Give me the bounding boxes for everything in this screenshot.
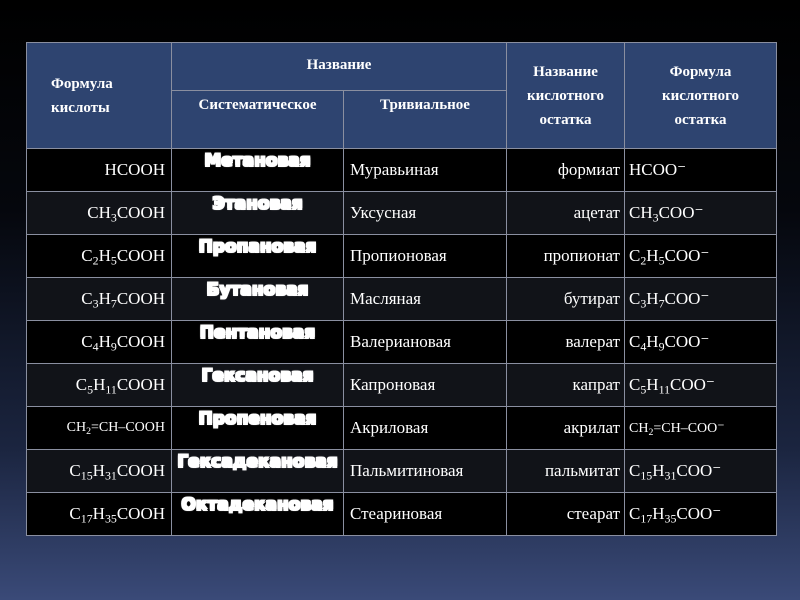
- acid-formula: [27, 364, 172, 407]
- formula-subscript: 4: [640, 339, 647, 354]
- header-formula: [27, 43, 172, 149]
- formula-subscript: 3: [92, 296, 99, 311]
- table-row: [27, 278, 777, 321]
- formula-part: CH: [629, 420, 649, 436]
- formula-part: COOH: [116, 461, 165, 480]
- formula-part: COO⁻: [664, 332, 710, 351]
- formula-subscript: 35: [664, 511, 677, 526]
- formula-subscript: 7: [658, 296, 665, 311]
- systematic-name: Октадекановая: [172, 493, 344, 536]
- formula-part: H: [652, 461, 665, 480]
- table-row: [27, 149, 777, 192]
- formula-part: COOH: [116, 289, 165, 308]
- header-residue-name-line-3: остатка: [539, 111, 592, 128]
- systematic-name: Пентановая: [172, 321, 344, 364]
- residue-formula: [625, 407, 777, 450]
- header-residue-name-line-2: кислотного: [526, 87, 605, 104]
- residue-formula: [625, 278, 777, 321]
- formula-subscript: 2: [86, 425, 91, 437]
- residue-formula: [625, 364, 777, 407]
- formula-part: =CH–COOH: [90, 420, 165, 435]
- trivial-name: Пальмитиновая: [344, 450, 507, 493]
- table-row: [27, 192, 777, 235]
- formula-part: C: [629, 504, 641, 523]
- residue-formula: [625, 149, 777, 192]
- formula-part: COO⁻: [658, 203, 704, 222]
- formula-subscript: 7: [110, 296, 117, 311]
- residue-name: акрилат: [507, 407, 625, 450]
- formula-part: C: [81, 332, 93, 351]
- formula-subscript: 9: [658, 339, 665, 354]
- formula-subscript: 31: [104, 468, 117, 483]
- formula-part: H: [98, 332, 111, 351]
- formula-part: C: [629, 289, 641, 308]
- formula-subscript: 5: [658, 253, 665, 268]
- formula-subscript: 31: [664, 468, 677, 483]
- formula-part: COOH: [116, 203, 165, 222]
- formula-subscript: 15: [640, 468, 653, 483]
- formula-subscript: 3: [110, 210, 117, 225]
- formula-part: COO⁻: [676, 461, 722, 480]
- systematic-name: Этановая: [172, 192, 344, 235]
- formula-part: COOH: [116, 375, 165, 394]
- trivial-name: Акриловая: [344, 407, 507, 450]
- trivial-name: Масляная: [344, 278, 507, 321]
- systematic-name: Пропеновая: [172, 407, 344, 450]
- formula-subscript: 5: [110, 253, 117, 268]
- formula-part: H: [92, 461, 105, 480]
- residue-formula: [625, 235, 777, 278]
- header-formula-line-1: Формула: [51, 75, 113, 92]
- table-row: [27, 235, 777, 278]
- residue-name: капрат: [507, 364, 625, 407]
- table-row: [27, 321, 777, 364]
- formula-part: HCOO⁻: [629, 160, 687, 179]
- formula-subscript: 35: [104, 511, 117, 526]
- formula-subscript: 15: [80, 468, 93, 483]
- formula-part: H: [646, 375, 659, 394]
- acid-formula: [27, 235, 172, 278]
- formula-part: H: [646, 246, 659, 265]
- formula-part: COOH: [116, 246, 165, 265]
- formula-subscript: 5: [640, 382, 647, 397]
- formula-subscript: 9: [110, 339, 117, 354]
- acid-formula: [27, 407, 172, 450]
- table-body: [27, 149, 777, 536]
- residue-name: валерат: [507, 321, 625, 364]
- trivial-name: Стеариновая: [344, 493, 507, 536]
- acid-formula: [27, 493, 172, 536]
- acid-formula: [27, 321, 172, 364]
- formula-part: =CH–COO⁻: [653, 420, 725, 436]
- formula-part: COO⁻: [664, 289, 710, 308]
- formula-part: H: [652, 504, 665, 523]
- header-systematic: Систематическое: [172, 91, 344, 149]
- table-row: [27, 450, 777, 493]
- systematic-name: Пропановая: [172, 235, 344, 278]
- systematic-name: Гексадекановая: [172, 450, 344, 493]
- residue-name: формиат: [507, 149, 625, 192]
- acids-table: [26, 42, 777, 536]
- formula-part: C: [75, 375, 88, 394]
- formula-part: COO⁻: [664, 246, 710, 265]
- header-trivial: Тривиальное: [344, 91, 507, 149]
- acid-formula: [27, 192, 172, 235]
- formula-subscript: 11: [105, 382, 117, 397]
- header-residue-formula-line-2: кислотного: [661, 87, 740, 104]
- formula-part: C: [69, 504, 81, 523]
- formula-part: H: [646, 332, 659, 351]
- formula-part: C: [629, 246, 641, 265]
- residue-name: пропионат: [507, 235, 625, 278]
- residue-name: ацетат: [507, 192, 625, 235]
- formula-subscript: 17: [640, 511, 653, 526]
- systematic-name: Гексановая: [172, 364, 344, 407]
- formula-subscript: 2: [640, 253, 647, 268]
- formula-subscript: 2: [92, 253, 99, 268]
- formula-part: C: [69, 461, 81, 480]
- header-residue-formula-line-1: Формула: [669, 63, 732, 80]
- formula-subscript: 5: [87, 382, 94, 397]
- formula-subscript: 2: [648, 426, 654, 438]
- trivial-name: Уксусная: [344, 192, 507, 235]
- acid-formula: [27, 450, 172, 493]
- table-row: [27, 364, 777, 407]
- formula-subscript: 3: [640, 296, 647, 311]
- acid-formula: [27, 278, 172, 321]
- residue-formula: [625, 321, 777, 364]
- residue-name: пальмитат: [507, 450, 625, 493]
- acid-formula: [27, 149, 172, 192]
- formula-subscript: 4: [92, 339, 99, 354]
- trivial-name: Пропионовая: [344, 235, 507, 278]
- trivial-name: Муравьиная: [344, 149, 507, 192]
- header-residue-formula: [625, 43, 777, 149]
- formula-part: CH: [629, 203, 653, 222]
- formula-part: COOH: [116, 504, 165, 523]
- formula-part: H: [92, 504, 105, 523]
- formula-part: HCOOH: [104, 160, 165, 179]
- formula-part: COOH: [116, 332, 165, 351]
- formula-part: CH: [66, 420, 87, 435]
- formula-part: H: [646, 289, 659, 308]
- formula-subscript: 3: [652, 210, 659, 225]
- formula-part: CH: [87, 203, 111, 222]
- table-row: [27, 493, 777, 536]
- formula-part: C: [629, 332, 641, 351]
- systematic-name: Бутановая: [172, 278, 344, 321]
- formula-part: H: [93, 375, 106, 394]
- residue-formula: [625, 450, 777, 493]
- header-residue-formula-line-3: остатка: [674, 111, 727, 128]
- formula-part: H: [98, 289, 111, 308]
- header-residue-name-line-1: Название: [533, 63, 598, 80]
- residue-name: стеарат: [507, 493, 625, 536]
- trivial-name: Валериановая: [344, 321, 507, 364]
- residue-formula: [625, 192, 777, 235]
- residue-name: бутират: [507, 278, 625, 321]
- systematic-name: Метановая: [172, 149, 344, 192]
- formula-part: C: [81, 289, 93, 308]
- formula-subscript: 11: [658, 382, 671, 397]
- table-row: [27, 407, 777, 450]
- header-name: Название: [172, 43, 507, 91]
- residue-formula: [625, 493, 777, 536]
- formula-part: C: [629, 375, 641, 394]
- header-formula-line-2: кислоты: [51, 99, 110, 116]
- formula-part: C: [629, 461, 641, 480]
- formula-part: H: [98, 246, 111, 265]
- header-residue-name: [507, 43, 625, 149]
- formula-part: COO⁻: [670, 375, 715, 394]
- formula-part: C: [81, 246, 93, 265]
- formula-subscript: 17: [80, 511, 93, 526]
- trivial-name: Капроновая: [344, 364, 507, 407]
- formula-part: COO⁻: [676, 504, 722, 523]
